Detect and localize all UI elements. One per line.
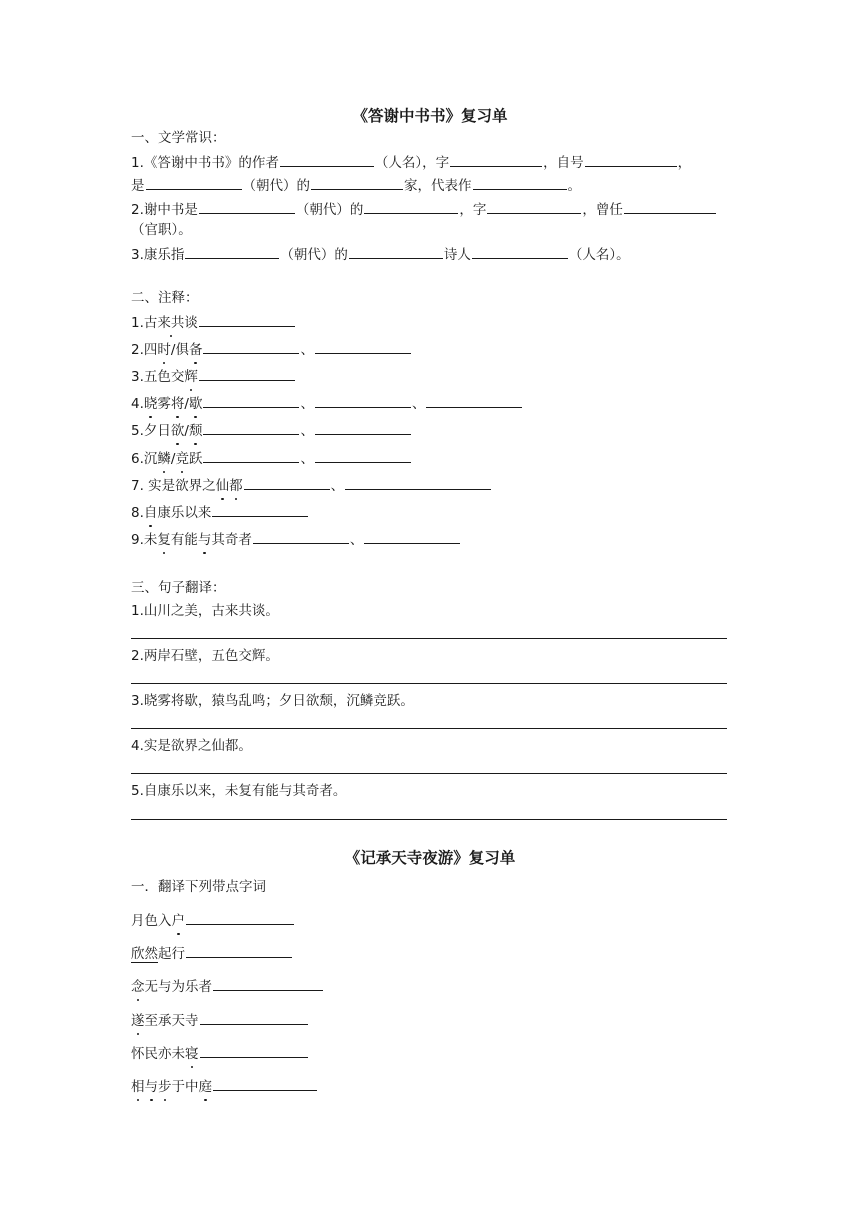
blank-field[interactable]	[315, 393, 411, 408]
dotted-word: 与	[144, 1079, 158, 1095]
dotted-word: 来共	[157, 315, 185, 331]
blank-field[interactable]	[345, 475, 491, 490]
separator: 、	[330, 478, 345, 494]
item-number: 7.	[131, 478, 149, 494]
note-item-7	[131, 475, 492, 493]
separator: 、	[300, 423, 314, 439]
separator: 、	[411, 396, 426, 412]
item-number: 3.	[131, 369, 144, 385]
separator: 、	[300, 396, 314, 412]
blank-field[interactable]	[200, 1043, 308, 1058]
note-item-3	[131, 366, 296, 384]
note-word: 实是欲界之	[148, 478, 216, 494]
item-number: 8.	[131, 505, 144, 521]
blank-field[interactable]	[203, 420, 299, 435]
item-number: 1.	[131, 315, 144, 331]
item-number: 9.	[131, 532, 144, 548]
vocab-item-2	[131, 943, 293, 961]
blank-field[interactable]	[472, 244, 568, 259]
answer-line[interactable]	[131, 773, 727, 774]
section2-heading: 二、注释：	[131, 290, 199, 306]
dotted-word: 备	[188, 342, 203, 358]
answer-line[interactable]	[131, 638, 727, 639]
translation-q2: 2.两岸石壁，五色交辉。	[131, 648, 279, 664]
item-number: 2.	[131, 342, 144, 358]
s1-l3-text-a: 2.谢中书是	[131, 202, 198, 218]
dotted-word: 将	[170, 396, 185, 412]
note-word: 谈	[184, 315, 198, 331]
s1-l2-text-a: 是	[131, 178, 145, 194]
note-word: 夕日	[143, 423, 171, 439]
answer-line[interactable]	[131, 683, 727, 684]
blank-field[interactable]	[203, 448, 299, 463]
note-word: 其奇者	[211, 532, 252, 548]
item-number: 6.	[131, 451, 144, 467]
dotted-word: 鳞	[157, 451, 171, 467]
vocab-item-6	[131, 1076, 318, 1094]
s1-l2-text-d: 。	[567, 178, 581, 194]
vocab-word: 于中	[171, 1079, 199, 1095]
vocab-item-4	[131, 1010, 309, 1028]
blank-field[interactable]	[244, 475, 330, 490]
underlined-word: 欣然	[131, 946, 158, 962]
note-word: 康乐以来	[157, 505, 212, 521]
dotted-word: 念	[131, 979, 145, 995]
separator: 、	[349, 532, 364, 548]
blank-field[interactable]	[311, 175, 403, 190]
dotted-word: 歇	[188, 396, 203, 412]
blank-field[interactable]	[349, 244, 443, 259]
answer-line[interactable]	[131, 728, 727, 729]
vocab-item-5	[131, 1043, 309, 1061]
translation-q4: 4.实是欲界之仙都。	[131, 738, 252, 754]
s1-l3-text-c: ，字	[459, 202, 487, 218]
note-word: 沉	[143, 451, 158, 467]
s1-line-1	[131, 152, 691, 170]
blank-field[interactable]	[199, 366, 295, 381]
dotted-word: 与	[197, 532, 212, 548]
separator: 、	[300, 451, 314, 467]
note-word: /	[170, 451, 176, 467]
vocab-word: 怀民亦未	[131, 1046, 185, 1062]
vocab-word: 月色入	[131, 913, 172, 929]
s1-line-4	[131, 244, 630, 262]
section3-heading: 三、句子翻译：	[131, 580, 226, 596]
s1-l2-text-c: 家，代表作	[404, 178, 472, 194]
note-item-9	[131, 529, 461, 547]
dotted-word: 复	[157, 532, 171, 548]
blank-field[interactable]	[315, 420, 411, 435]
blank-field[interactable]	[315, 339, 411, 354]
separator: 、	[300, 342, 314, 358]
blank-field[interactable]	[213, 976, 323, 991]
dotted-word: 自	[143, 505, 158, 521]
doc2-heading: 一．翻译下列带点字词	[131, 879, 266, 895]
dotted-word: 颓	[188, 423, 203, 439]
translation-q5: 5.自康乐以来，未复有能与其奇者。	[131, 783, 347, 799]
vocab-item-3	[131, 976, 324, 994]
vocab-word: 至承天寺	[144, 1013, 199, 1029]
blank-field[interactable]	[364, 529, 460, 544]
note-word: /	[184, 396, 189, 412]
dotted-word: 相	[131, 1079, 145, 1095]
blank-field[interactable]	[624, 199, 716, 214]
item-number: 5.	[131, 423, 144, 439]
note-item-4	[131, 393, 523, 411]
blank-field[interactable]	[186, 943, 292, 958]
blank-field[interactable]	[203, 393, 299, 408]
s1-line-3	[131, 199, 717, 217]
item-number: 4.	[131, 396, 144, 412]
doc2-title: 《记承天寺夜游》复习单	[344, 849, 516, 867]
note-item-2	[131, 339, 412, 357]
note-word: /俱	[170, 342, 189, 358]
dotted-word: 都	[229, 478, 243, 494]
dotted-word: 仙	[215, 478, 230, 494]
translation-q1: 1.山川之美，古来共谈。	[131, 603, 279, 619]
blank-field[interactable]	[473, 175, 567, 190]
blank-field[interactable]	[186, 910, 294, 925]
translation-q3: 3.晓雾将歇，猿鸟乱鸣；夕日欲颓，沉鳞竞跃。	[131, 693, 414, 709]
s1-l4-text-d: （人名）。	[568, 247, 630, 263]
s1-l1-text-a: 1.《答谢中书书》的作者	[131, 155, 279, 171]
dotted-word: 户	[171, 913, 185, 929]
blank-field[interactable]	[200, 1010, 308, 1025]
vocab-item-1	[131, 910, 295, 928]
s1-l3-text-b: （朝代）的	[295, 202, 364, 218]
note-item-6	[131, 448, 412, 466]
blank-field[interactable]	[487, 199, 581, 214]
s1-l3-text-d: ，曾任	[582, 202, 623, 218]
note-word: 跃	[188, 451, 203, 467]
dotted-word: 竞	[175, 451, 189, 467]
dotted-word: 寝	[185, 1046, 199, 1062]
dotted-word: 遂	[131, 1013, 145, 1029]
blank-field[interactable]	[364, 199, 458, 214]
answer-line[interactable]	[131, 819, 727, 820]
note-word: 未	[143, 532, 158, 548]
blank-field[interactable]	[199, 199, 295, 214]
blank-field[interactable]	[450, 152, 542, 167]
blank-field[interactable]	[253, 529, 349, 544]
blank-field[interactable]	[315, 448, 411, 463]
dotted-word: 辉	[184, 369, 198, 385]
blank-field[interactable]	[199, 312, 295, 327]
blank-field[interactable]	[213, 1076, 317, 1091]
dotted-word: 欲	[170, 423, 185, 439]
s1-l1-text-b: （人名），字	[374, 155, 450, 171]
vocab-word: 无与为乐者	[144, 979, 212, 995]
note-word: 古	[143, 315, 158, 331]
dotted-word: 庭	[198, 1079, 212, 1095]
s1-line-2	[131, 175, 581, 193]
note-word: 四	[143, 342, 158, 358]
blank-field[interactable]	[585, 152, 677, 167]
dotted-word: 步	[158, 1079, 172, 1095]
blank-field[interactable]	[280, 152, 374, 167]
blank-field[interactable]	[185, 244, 279, 259]
section1-heading: 一、文学常识：	[131, 130, 226, 146]
note-word: 五色交	[143, 369, 185, 385]
note-word: /	[184, 423, 189, 439]
s1-l2-text-b: （朝代）的	[242, 178, 310, 194]
note-word: 雾	[157, 396, 171, 412]
blank-field[interactable]	[146, 175, 242, 190]
note-item-8	[131, 502, 309, 520]
vocab-word: 起行	[158, 946, 185, 962]
dotted-word: 晓	[143, 396, 158, 412]
blank-field[interactable]	[212, 502, 308, 517]
s1-l1-text-d: ，	[677, 155, 692, 171]
s1-line-3-cont: （官职）。	[131, 222, 192, 238]
blank-field[interactable]	[203, 339, 299, 354]
note-word: 有能	[170, 532, 198, 548]
s1-l4-text-b: （朝代）的	[280, 247, 348, 263]
s1-l4-text-a: 3.康乐指	[131, 247, 185, 263]
blank-field[interactable]	[426, 393, 522, 408]
dotted-word: 时	[157, 342, 171, 358]
doc1-title: 《答谢中书书》复习单	[352, 107, 508, 125]
s1-l4-text-c: 诗人	[443, 247, 471, 263]
note-item-1	[131, 312, 296, 330]
note-item-5	[131, 420, 412, 438]
s1-l1-text-c: ，自号	[543, 155, 584, 171]
